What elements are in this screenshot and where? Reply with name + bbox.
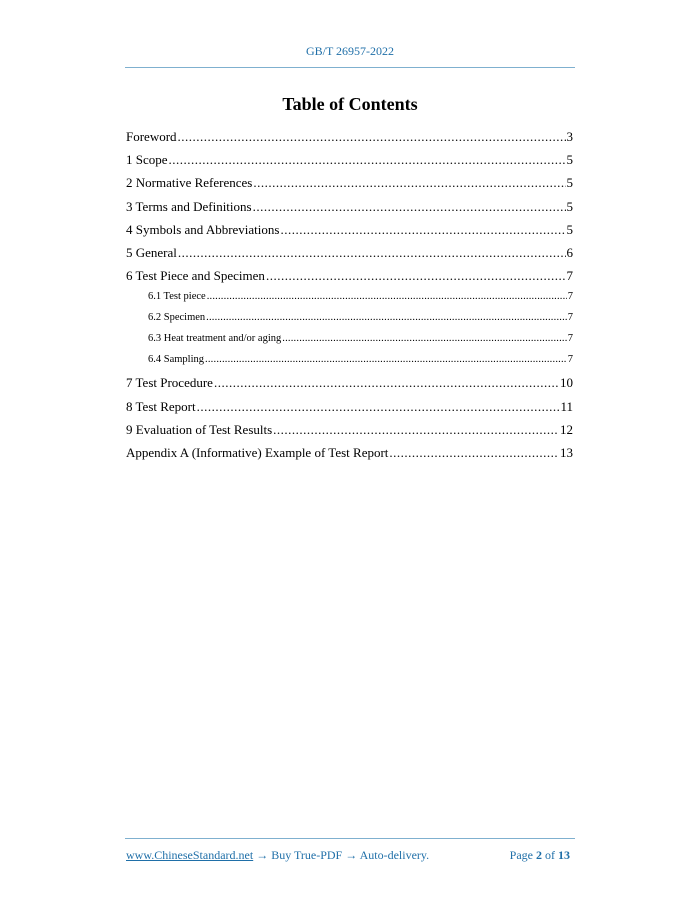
toc-entry-page: 5 (566, 221, 573, 237)
toc-entry-normative-references[interactable] (126, 175, 573, 198)
toc-subentry-sampling[interactable] (126, 354, 573, 375)
page-word: Page (509, 848, 533, 862)
toc-leader-dots (253, 175, 565, 191)
running-header: GB/T 26957-2022 (305, 44, 395, 58)
toc-leader-dots (205, 354, 567, 365)
toc-leader-dots (214, 375, 559, 391)
toc-entry-page: 10 (560, 375, 573, 391)
toc-entry-label: 9 Evaluation of Test Results (126, 421, 273, 437)
buy-link[interactable]: Buy True-PDF (271, 848, 343, 862)
toc-entry-page: 7 (567, 312, 573, 324)
arrow-icon: → (342, 848, 360, 862)
toc-entry-page: 12 (560, 421, 573, 437)
toc-entry-symbols-abbreviations[interactable] (126, 222, 573, 245)
arrow-icon: → (253, 848, 272, 862)
toc-entry-evaluation[interactable] (126, 422, 573, 445)
toc-entry-page: 5 (566, 175, 573, 191)
toc-entry-terms-definitions[interactable] (126, 199, 573, 222)
toc-leader-dots (178, 245, 566, 261)
toc-entry-page: 7 (567, 291, 573, 303)
footer-promo (126, 848, 429, 863)
toc-entry-label: 5 General (126, 244, 177, 260)
toc-entry-test-report[interactable] (126, 399, 573, 422)
toc-entry-general[interactable] (126, 245, 573, 268)
toc-entry-label: 2 Normative References (126, 175, 253, 191)
toc-subentry-specimen[interactable] (126, 312, 573, 333)
toc-entry-label: 6.1 Test piece (148, 291, 206, 303)
toc-entry-foreword[interactable] (126, 129, 573, 152)
toc-entry-label: 3 Terms and Definitions (126, 198, 252, 214)
toc-entry-page: 6 (566, 244, 573, 260)
toc-leader-dots (253, 199, 566, 215)
total-pages-number: 13 (558, 848, 570, 862)
toc-leader-dots (282, 333, 567, 344)
toc-leader-dots (178, 129, 566, 145)
of-word: of (545, 848, 555, 862)
toc-entry-label: 8 Test Report (126, 398, 196, 414)
toc-entry-label: Foreword (126, 129, 177, 144)
delivery-text: Auto-delivery. (359, 848, 430, 862)
toc-entry-label: 7 Test Procedure (126, 375, 213, 391)
toc-leader-dots (280, 222, 565, 238)
toc-entry-label: Appendix A (Informative) Example of Test Report (126, 444, 389, 460)
toc-entry-page: 7 (567, 333, 573, 345)
toc-entry-label: 4 Symbols and Abbreviations (126, 221, 280, 237)
toc-entry-label: 6.4 Sampling (148, 354, 205, 366)
toc-leader-dots (207, 291, 567, 302)
toc-subentry-heat-treatment[interactable] (126, 333, 573, 354)
page-title: Table of Contents (282, 94, 418, 114)
website-link[interactable]: www.ChineseStandard.net (126, 848, 254, 862)
toc-leader-dots (197, 399, 560, 415)
current-page-number: 2 (536, 848, 542, 862)
toc-entry-scope[interactable] (126, 152, 573, 175)
table-of-contents (126, 129, 573, 468)
header-rule (125, 67, 575, 68)
toc-entry-page: 11 (560, 398, 573, 414)
toc-entry-label: 1 Scope (126, 152, 168, 168)
toc-leader-dots (273, 422, 559, 438)
toc-entry-page: 5 (566, 152, 573, 168)
toc-entry-label: 6.3 Heat treatment and/or aging (148, 333, 282, 345)
toc-entry-page: 7 (566, 268, 573, 284)
toc-entry-test-piece-specimen[interactable] (126, 268, 573, 291)
toc-leader-dots (169, 152, 566, 168)
toc-entry-label: 6 Test Piece and Specimen (126, 268, 265, 284)
toc-entry-page: 7 (567, 354, 573, 366)
toc-leader-dots (206, 312, 567, 323)
page-indicator (510, 848, 570, 863)
toc-subentry-test-piece[interactable] (126, 291, 573, 312)
toc-entry-page: 5 (566, 198, 573, 214)
toc-entry-page: 3 (566, 129, 573, 144)
toc-leader-dots (389, 445, 559, 461)
toc-entry-appendix-a[interactable] (126, 445, 573, 468)
toc-entry-label: 6.2 Specimen (148, 312, 206, 324)
toc-entry-page: 13 (560, 444, 573, 460)
footer-rule (125, 838, 575, 839)
toc-leader-dots (266, 268, 566, 284)
toc-entry-test-procedure[interactable] (126, 375, 573, 398)
